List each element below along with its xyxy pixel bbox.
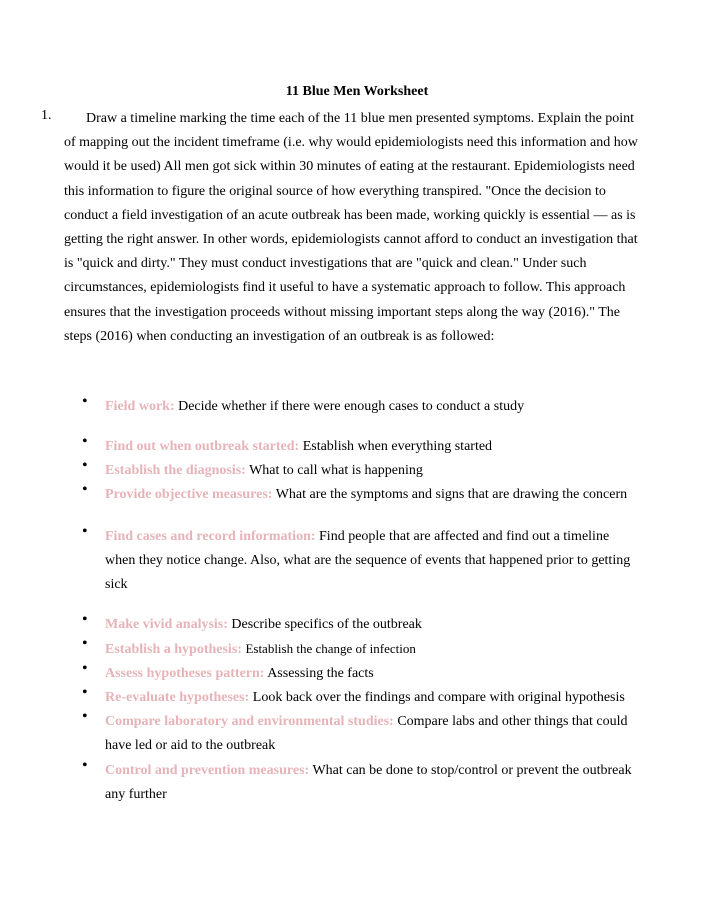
list-item [82,637,642,662]
step-label: Assess hypotheses pattern: [105,666,265,681]
question-number: 1. [41,108,52,123]
step-description: What to call what is happening [249,463,423,478]
list-item [82,710,642,758]
list-item [82,686,642,710]
step-description: Establish the change of infection [245,641,416,656]
step-description: Describe specifics of the outbreak [231,617,422,632]
step-label: Control and prevention measures: [105,763,310,778]
bullet-icon: • [82,635,88,652]
step-description: Compare labs and other things that could have led or aid to the outbreak [105,714,628,753]
step-description: Decide whether if there were enough cases to conduct a study [178,399,525,414]
bullet-icon: • [82,757,88,774]
list-item [82,662,642,686]
bullet-icon: • [82,684,88,701]
step-description: Assessing the facts [267,666,374,681]
list-item [82,395,642,419]
bullet-icon: • [82,481,88,498]
step-label: Establish a hypothesis: [105,642,242,657]
step-label: Compare laboratory and environmental studies: [105,714,394,729]
step-description: Establish when everything started [302,439,493,454]
question-paragraph: Draw a timeline marking the time each of the 11 blue men presented symptoms. Explain the point of mapping out the incident timeframe (i.e. why would epidemiologists need this information and how would it be used) All men got sick within 30 minutes of eating at the restaurant. Epidemiologists need this information to figure the original source of how everything transpired. "Once the decision to conduct a field investigation of an acute outbreak has been made, working quickly is essential — as is getting the right answer. In other words, epidemiologists cannot afford to conduct an investigation that is "quick and dirty." They must conduct investigations that are "quick and clean." Under such circumstances, epidemiologists find it useful to have a systematic approach to follow. This approach ensures that the investigation proceeds without missing important steps along the way (2016)." The steps (2016) when conducting an investigation of an outbreak is as followed: [64,111,638,344]
step-label: Establish the diagnosis: [105,463,246,478]
step-label: Provide objective measures: [105,487,273,502]
list-item [82,759,642,807]
bullet-icon: • [82,660,88,677]
list-item [82,435,642,459]
document-title: 11 Blue Men Worksheet [285,84,429,99]
step-description: Find people that are affected and find out a timeline when they notice change. Also, what are the sequence of events that happened prior to getting sick [105,529,631,592]
step-label: Find cases and record information: [105,529,316,544]
step-label: Make vivid analysis: [105,617,228,632]
bullet-icon: • [82,708,88,725]
step-label: Re-evaluate hypotheses: [105,690,250,705]
bullet-icon: • [82,611,88,628]
bullet-icon: • [82,433,88,450]
step-label: Find out when outbreak started: [105,439,300,454]
list-item [82,483,642,507]
list-item [82,459,642,483]
list-item [82,525,642,597]
list-item [82,613,642,637]
step-description: Look back over the findings and compare with original hypothesis [252,690,625,705]
step-description: What can be done to stop/control or prevent the outbreak any further [105,763,632,802]
bullet-icon: • [82,457,88,474]
bullet-icon: • [82,393,88,410]
step-label: Field work: [105,399,175,414]
bullet-icon: • [82,523,88,540]
step-description: What are the symptoms and signs that are drawing the concern [275,487,628,502]
